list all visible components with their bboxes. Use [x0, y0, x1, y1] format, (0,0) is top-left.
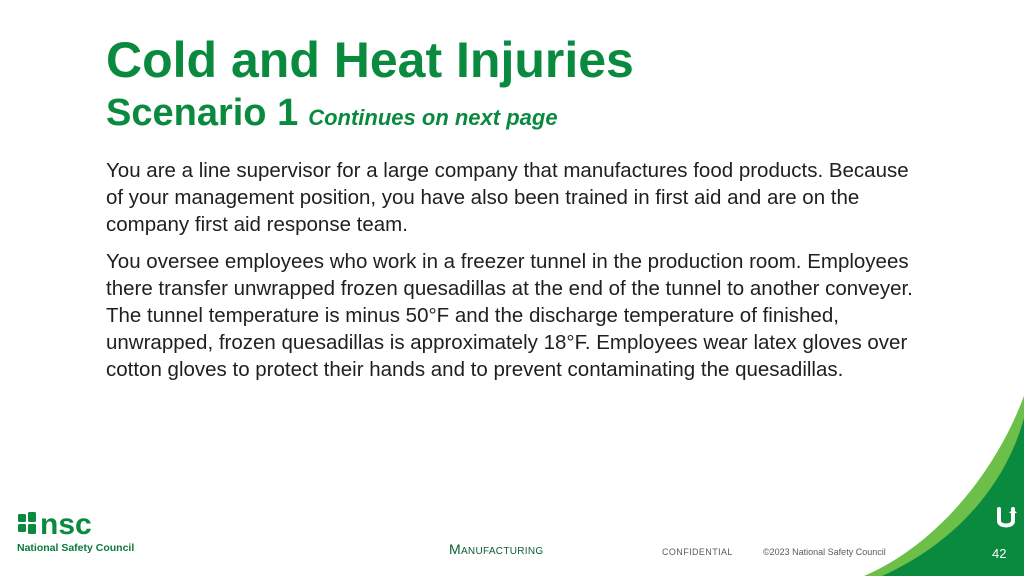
logo-caption: National Safety Council: [17, 542, 135, 554]
scenario-heading: [106, 92, 558, 142]
scenario-title: Scenario 1: [106, 92, 299, 134]
confidential-label: CONFIDENTIAL: [662, 547, 733, 557]
footer-section-label: Manufacturing: [449, 541, 544, 557]
copyright-text: ©2023 National Safety Council: [763, 547, 886, 557]
u-turn-icon: [994, 505, 1018, 533]
logo-wordmark: nsc: [40, 508, 92, 541]
page-number: 42: [992, 546, 1007, 561]
page-title: Cold and Heat Injuries: [106, 32, 634, 88]
scenario-body: [106, 157, 926, 393]
paragraph-1: You are a line supervisor for a large company that manufactures food products. Because of your management position, you have also been trained in first aid and are on the company first aid response team.: [106, 159, 909, 237]
paragraph-2: You oversee employees who work in a freezer tunnel in the production room. Employees there transfer unwrapped frozen quesadillas at the end of the tunnel to another conveyer. The tunnel temperature is minus 50°F and the discharge temperature of finished, unwrapped, frozen quesadillas is approximately 18°F. Employees wear latex gloves over cotton gloves to protect their hands and to prevent contaminating the quesadillas.: [106, 249, 913, 382]
continues-note: Continues on next page: [308, 105, 558, 130]
